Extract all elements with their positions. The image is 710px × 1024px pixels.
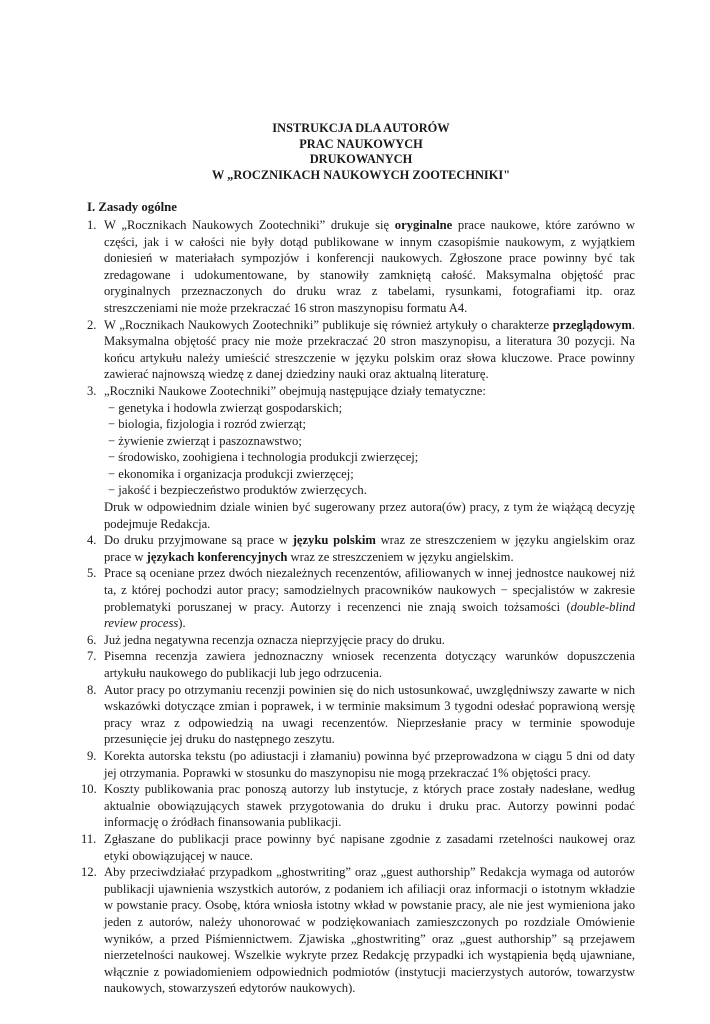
- rules-list: [81, 217, 635, 997]
- topic-item: − żywienie zwierząt i paszoznawstwo;: [108, 433, 302, 448]
- item-emphasis: przeglądowym: [552, 317, 632, 332]
- item-text: W „Rocznikach Naukowych Zootechniki” drukuje się: [104, 217, 395, 232]
- item-text: Korekta autorska tekstu (po adiustacji i złamaniu) powinna być przeprowadzona w ciągu 5 dni od daty jej otrzymania. Poprawki w stosunku do maszynopisu nie mogą przekraczać 1% objętości pracy.: [104, 748, 635, 780]
- item-number: 1.: [87, 217, 97, 232]
- list-item: [81, 864, 635, 997]
- topic-list: [104, 400, 635, 500]
- topic-item: − środowisko, zoohigiena i technologia produkcji zwierzęcej;: [108, 450, 419, 465]
- item-text: W „Rocznikach Naukowych Zootechniki” publikuje się również artykuły o charakterze: [104, 317, 553, 332]
- item-number: 2.: [87, 317, 97, 332]
- item-italic: double-blind review process: [104, 599, 635, 631]
- item-number: 8.: [87, 682, 97, 697]
- item-number: 7.: [87, 649, 97, 664]
- item-text: Koszty publikowania prac ponoszą autorzy lub instytucje, z których prace zostały nadesłane, według aktualnie obowiązujących stawek przygotowania do druku i druku prac. Autorzy powinni podać informację o źródłach finansowania publikacji.: [104, 782, 635, 830]
- list-item: [87, 648, 635, 681]
- item-number: 10.: [81, 782, 97, 797]
- item-number: 11.: [81, 831, 97, 846]
- item-number: 6.: [87, 632, 97, 647]
- topic-item: − jakość i bezpieczeństwo produktów zwierzęcych.: [108, 483, 367, 498]
- item-number: 9.: [87, 748, 97, 763]
- item-text: Autor pracy po otrzymaniu recenzji powinien się do nich ustosunkować, uwzględniwszy zawarte w nich wskazówki dotyczące zmian i poprawek, i w terminie maksimum 3 tygodni odesłać poprawioną wersję pracy wraz z odpowiedzią na uwagi recenzentów. Nieprzesłanie pracy w terminie spowoduje przesunięcie jej druku do następnego zeszytu.: [104, 682, 635, 747]
- section-heading: I. Zasady ogólne: [87, 200, 177, 215]
- list-item: [87, 217, 635, 317]
- item-emphasis: oryginalne: [394, 217, 453, 232]
- list-item: [87, 748, 635, 781]
- item-text: Pisemna recenzja zawiera jednoznaczny wniosek recenzenta dotyczący warunków dopuszczenia artykułu naukowego do publikacji lub jego odrzucenia.: [104, 649, 635, 680]
- list-item: [87, 632, 635, 649]
- item-number: 5.: [87, 566, 97, 581]
- item-text: wraz ze streszczeniem w języku angielskim oraz prace w: [104, 533, 635, 564]
- item-number: 3.: [87, 383, 97, 398]
- item-number: 4.: [87, 533, 97, 548]
- item-text: Aby przeciwdziałać przypadkom „ghostwriting” oraz „guest authorship” Redakcja wymaga od autorów publikacji ujawnienia wszystkich autorów, z podaniem ich afiliacji oraz informacji o istotnym wkładzie w powstanie pracy. Osobę, która wniosła istotny wkład w powstanie pracy, ale nie jest wymieniona jako jeden z autorów, należy uhonorować w podziękowaniach zamieszczonych po rozdziale Omówienie wyników, a przed Piśmiennictwem. Zjawiska „ghostwriting” oraz „guest authorship” są przejawem nierzetelności naukowej. Wszelkie wykryte przez Redakcję przypadki ich wystąpienia będą ujawniane, włącznie z powiadomieniem odpowiednich podmiotów (instytucji macierzystych autorów, towarzystw naukowych, stowarzyszeń edytorów naukowych).: [104, 865, 635, 996]
- list-item: [81, 831, 635, 864]
- item-text: „Roczniki Naukowe Zootechniki” obejmują następujące działy tematyczne:: [104, 383, 486, 398]
- item-text: Do druku przyjmowane są prace w: [104, 533, 293, 548]
- list-item: [81, 781, 635, 831]
- item-text: Druk w odpowiednim dziale winien być sugerowany przez autora(ów) pracy, z tym że wiążącą decyzję podejmuje Redakcja.: [104, 500, 635, 531]
- item-text: . Maksymalna objętość pracy nie może przekraczać 20 stron maszynopisu, a literatura 30 pozycji. Na końcu artykułu należy umieścić streszczenie w języku polskim oraz słowa kluczowe. Prace powinny zawierać najnowszą wiedzę z danej dziedziny nauki oraz aktualną literaturę.: [104, 317, 635, 382]
- document-page: [81, 121, 635, 997]
- item-text: Już jedna negatywna recenzja oznacza nieprzyjęcie pracy do druku.: [104, 632, 445, 647]
- title-line-1: INSTRUKCJA DLA AUTORÓW: [272, 121, 450, 135]
- list-item: [87, 682, 635, 748]
- item-text: prace naukowe, które zarówno w części, jak i w całości nie były dotąd publikowane w innym czasopiśmie naukowym, z wyjątkiem doniesień w materiałach sympozjów i konferencji naukowych. Zgłoszone prace powinny być tak zredagowane i udokumentowane, by stanowiły zamkniętą całość. Maksymalna objętość prac oryginalnych przeznaczonych do druku wraz z tabelami, rysunkami, fotografiami itp. oraz streszczeniami nie może przekraczać 16 stron maszynopisu formatu A4.: [104, 217, 635, 315]
- title-line-2: PRAC NAUKOWYCH: [299, 136, 423, 151]
- topic-item: − ekonomika i organizacja produkcji zwierzęcej;: [108, 466, 354, 481]
- title-line-3: DRUKOWANYCH: [309, 152, 413, 167]
- item-emphasis: językach konferencyjnych: [146, 549, 288, 564]
- item-text: wraz ze streszczeniem w języku angielskim.: [287, 549, 514, 564]
- topic-item: − genetyka i hodowla zwierząt gospodarskich;: [108, 400, 343, 415]
- title-line-4: W „ROCZNIKACH NAUKOWYCH ZOOTECHNIKI": [211, 167, 511, 182]
- topic-item: − biologia, fizjologia i rozród zwierząt;: [108, 417, 307, 432]
- item-emphasis: języku polskim: [292, 533, 376, 548]
- list-item: [87, 383, 635, 532]
- item-text: ).: [178, 616, 186, 631]
- list-item: [87, 532, 635, 565]
- list-item: [87, 317, 635, 383]
- item-text: Zgłaszane do publikacji prace powinny być napisane zgodnie z zasadami rzetelności naukowej oraz etyki obowiązującej w nauce.: [104, 831, 635, 863]
- item-text: Prace są oceniane przez dwóch niezależnych recenzentów, afiliowanych w innej jednostce naukowej niż ta, z której pochodzi autor pracy; samodzielnych pracowników naukowych − specjalistów w zakresie problematyki poruszanej w pracy. Autorzy i recenzenci nie znają swoich tożsamości (: [104, 566, 635, 614]
- item-number: 12.: [81, 865, 97, 880]
- document-title: [87, 121, 635, 183]
- list-item: [87, 565, 635, 631]
